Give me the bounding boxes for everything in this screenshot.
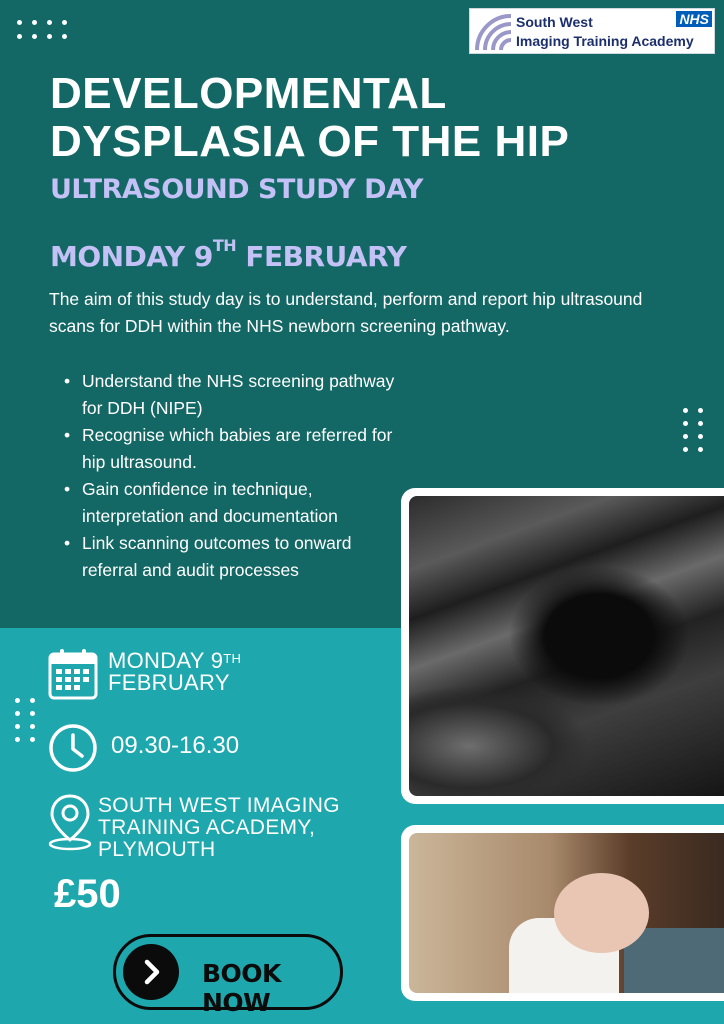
nhs-badge: NHS (676, 11, 712, 27)
event-date-prefix: MONDAY 9 (108, 648, 224, 673)
date-heading-prefix: MONDAY 9 (50, 240, 213, 273)
list-item: • Recognise which babies are referred for hip ultrasound. (62, 422, 402, 476)
page-title (50, 70, 569, 166)
date-heading (50, 236, 407, 273)
event-date-sup: TH (223, 651, 242, 666)
intro-text: The aim of this study day is to understand, perform and report hip ultrasound scans for DDH within the NHS newborn screening pathway. (49, 289, 643, 336)
event-price: £50 (54, 872, 121, 916)
title-line2: DYSPLASIA OF THE HIP (50, 117, 570, 166)
decorative-dots (17, 20, 67, 39)
calendar-icon (48, 648, 98, 700)
event-location (98, 795, 340, 861)
location-line3: PLYMOUTH (98, 838, 216, 861)
academy-logo-icon (473, 12, 513, 52)
baby-photo (409, 833, 724, 993)
arrow-circle (123, 944, 179, 1000)
ultrasound-image-frame (401, 488, 724, 804)
event-date (108, 650, 241, 694)
location-line2: TRAINING ACADEMY, (98, 816, 316, 839)
logo-line1: South West (516, 14, 593, 30)
list-item: • Understand the NHS screening pathway for DDH (NIPE) (62, 368, 402, 422)
location-pin-icon (47, 793, 93, 851)
ultrasound-image (409, 496, 724, 796)
list-item: • Link scanning outcomes to onward referral and audit processes (62, 530, 402, 584)
book-now-label: BOOK NOW (202, 959, 281, 1017)
date-heading-sup: TH (212, 236, 237, 255)
location-line1: SOUTH WEST IMAGING (98, 794, 340, 817)
book-now-button[interactable] (113, 934, 343, 1017)
event-date-month: FEBRUARY (108, 670, 230, 695)
academy-logo (469, 8, 715, 54)
list-item: • Gain confidence in technique, interpretation and documentation (62, 476, 402, 530)
title-line1: DEVELOPMENTAL (50, 69, 447, 118)
decorative-dots (15, 698, 35, 742)
clock-icon (48, 723, 98, 773)
logo-line2: Imaging Training Academy (516, 33, 694, 49)
decorative-dots (683, 408, 703, 452)
event-time: 09.30-16.30 (111, 732, 240, 759)
objectives-list (62, 368, 402, 584)
chevron-right-icon (123, 944, 179, 1000)
subtitle: ULTRASOUND STUDY DAY (50, 174, 423, 205)
date-heading-suffix: FEBRUARY (236, 240, 407, 273)
baby-photo-frame (401, 825, 724, 1001)
